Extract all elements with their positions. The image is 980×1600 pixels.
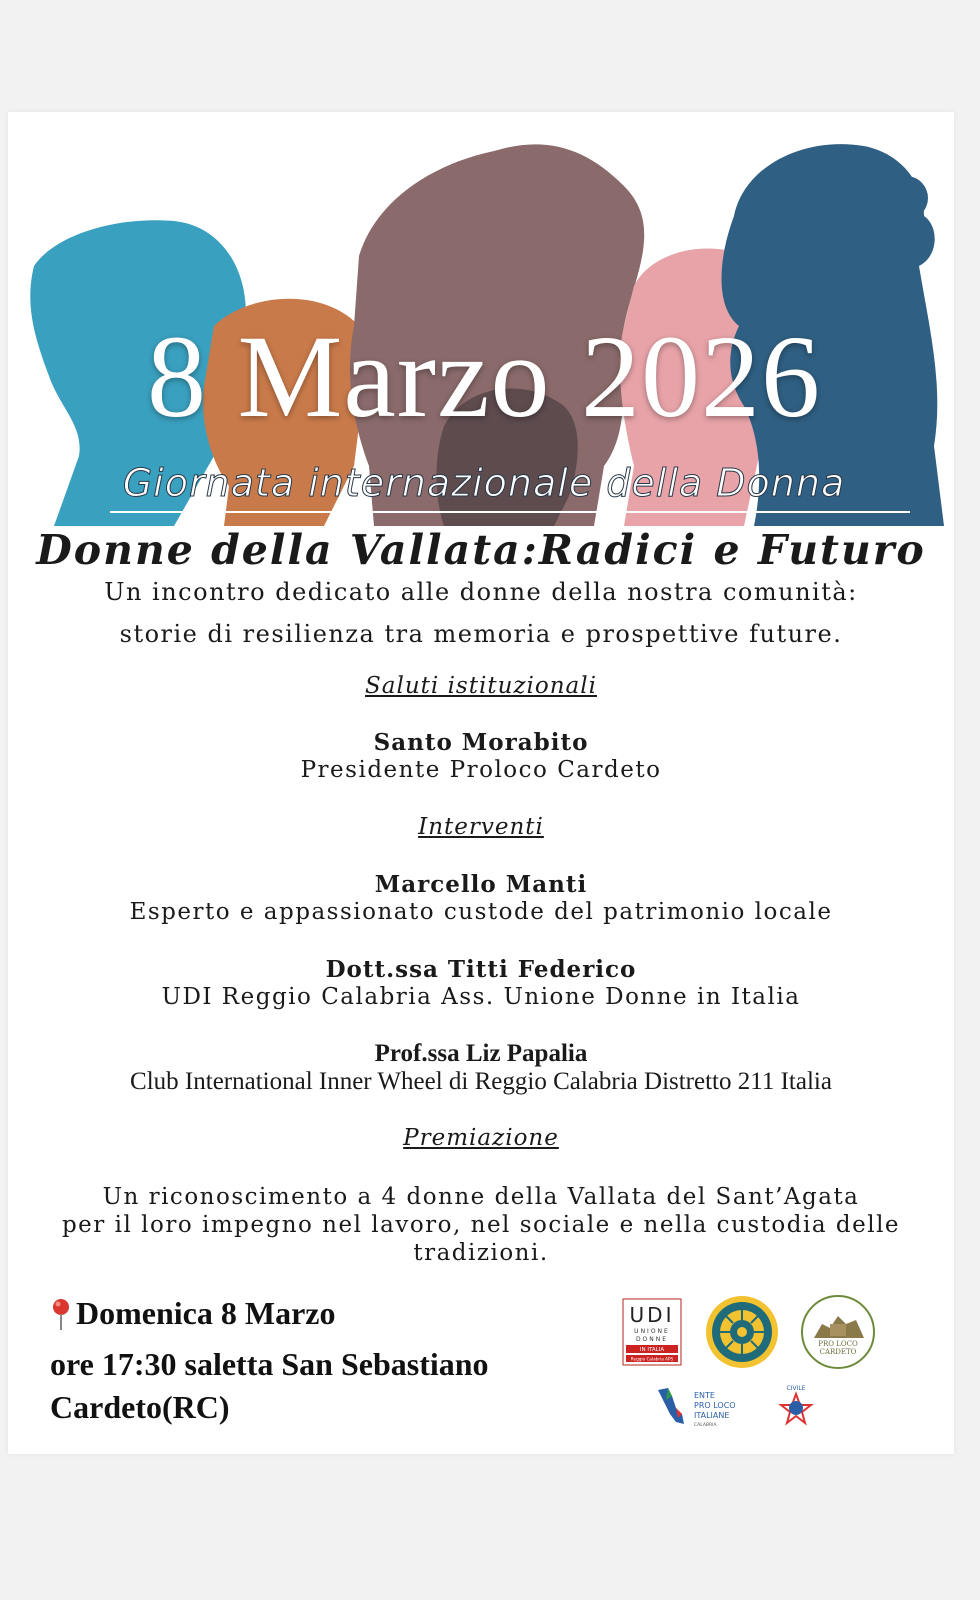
servizio-civile-logo xyxy=(768,1380,824,1436)
svg-text:ITALIANE: ITALIANE xyxy=(694,1411,730,1420)
ente-proloco-logo xyxy=(654,1384,744,1430)
speaker-name: Prof.ssa Liz Papalia xyxy=(374,1040,588,1067)
svg-text:UNIONE: UNIONE xyxy=(634,1328,670,1335)
banner-date-title: 8 Marzo 2026 xyxy=(147,311,821,442)
svg-text:CARDETO: CARDETO xyxy=(819,1348,857,1356)
svg-text:PRO LOCO: PRO LOCO xyxy=(818,1340,858,1348)
svg-text:CALABRIA: CALABRIA xyxy=(694,1423,717,1428)
saluti-role: Presidente Proloco Cardeto xyxy=(300,757,662,783)
interventi-heading: Interventi xyxy=(418,814,544,840)
subtitle-underline xyxy=(110,511,910,513)
event-date-line xyxy=(50,1292,489,1343)
udi-logo xyxy=(622,1298,682,1366)
saluti-heading: Saluti istituzionali xyxy=(365,673,597,699)
premiazione-line-1: Un riconoscimento a 4 donne della Vallata del Sant’Agata xyxy=(102,1184,860,1210)
intro-line-2: storie di resilienza tra memoria e prospettive future. xyxy=(119,620,843,648)
event-time-place: ore 17:30 saletta San Sebastiano xyxy=(50,1346,489,1382)
svg-text:Reggio Calabria APS: Reggio Calabria APS xyxy=(630,1356,674,1362)
speaker-role: Esperto e appassionato custode del patrimonio locale xyxy=(129,899,833,925)
event-details xyxy=(50,1292,489,1429)
proloco-cardeto-logo xyxy=(800,1294,876,1370)
map-pin-icon xyxy=(50,1298,72,1343)
banner xyxy=(24,126,944,526)
svg-text:UDI: UDI xyxy=(629,1303,675,1327)
svg-text:DONNE: DONNE xyxy=(635,1336,669,1343)
event-location: Cardeto(RC) xyxy=(50,1389,230,1425)
svg-text:ENTE: ENTE xyxy=(694,1391,715,1400)
speaker-name: Marcello Manti xyxy=(374,871,588,898)
speaker-name: Dott.ssa Titti Federico xyxy=(325,956,637,983)
svg-text:IN ITALIA: IN ITALIA xyxy=(639,1347,665,1353)
poster-card xyxy=(8,112,954,1454)
svg-text:CIVILE: CIVILE xyxy=(786,1385,806,1392)
speaker-role: Club International Inner Wheel di Reggio Calabria Distretto 211 Italia xyxy=(130,1068,832,1095)
event-date: Domenica 8 Marzo xyxy=(76,1295,336,1331)
premiazione-heading: Premiazione xyxy=(403,1125,559,1151)
sponsor-logos xyxy=(608,1284,908,1434)
premiazione-line-3: tradizioni. xyxy=(413,1240,549,1266)
inner-wheel-logo xyxy=(704,1294,780,1370)
intro-line-1: Un incontro dedicato alle donne della nostra comunità: xyxy=(104,578,858,606)
premiazione-line-2: per il loro impegno nel lavoro, nel sociale e nella custodia delle xyxy=(61,1212,901,1238)
saluti-name: Santo Morabito xyxy=(373,729,589,756)
event-title: Donne della Vallata:Radici e Futuro xyxy=(36,526,926,574)
svg-text:PRO LOCO: PRO LOCO xyxy=(694,1401,736,1410)
speaker-role: UDI Reggio Calabria Ass. Unione Donne in Italia xyxy=(161,984,801,1010)
banner-subtitle: Giornata internazionale della Donna xyxy=(122,461,846,505)
